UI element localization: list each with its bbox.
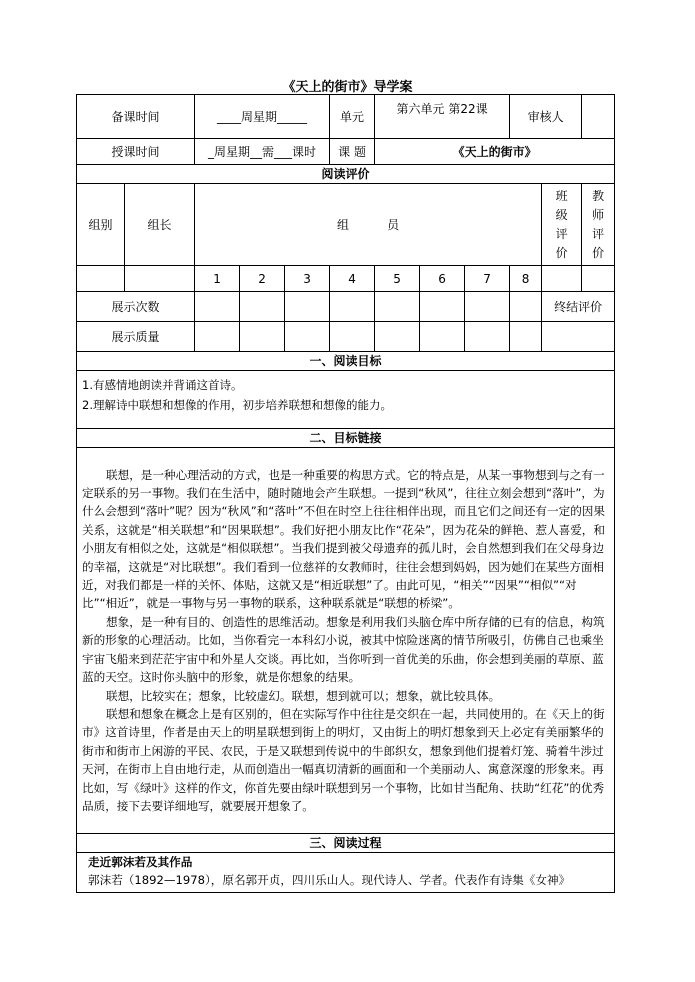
member-number: 8 (510, 266, 542, 292)
score-cell (285, 292, 330, 322)
group-label: 组别 (77, 184, 125, 266)
document-title: 《天上的街市》导学案 (282, 80, 413, 95)
score-cell (195, 322, 240, 352)
member-number: 1 (195, 266, 240, 292)
leader-label: 组长 (125, 184, 195, 266)
goal-item: 1.有感情地朗读并背诵这首诗。 (82, 378, 243, 392)
score-cell (465, 292, 510, 322)
process-subheading: 走近郭沫若及其作品 (88, 855, 193, 869)
members-label: 组 员 (195, 184, 542, 266)
score-cell (330, 292, 375, 322)
reviewer-value (582, 95, 615, 139)
score-cell (330, 322, 375, 352)
score-cell (195, 292, 240, 322)
score-cell (285, 322, 330, 352)
score-cell (375, 292, 420, 322)
score-cell (420, 322, 465, 352)
number-cell-empty (582, 266, 615, 292)
teach-time-value: _周星期__需___课时 (195, 139, 330, 165)
goal-item: 2.理解诗中联想和想像的作用，初步培养联想和想像的能力。 (82, 398, 392, 412)
links-section-title: 二、目标链接 (77, 429, 615, 448)
links-paragraph: 联想，比较实在；想象，比较虚幻。联想，想到就可以；想象，就比较具体。 (106, 688, 501, 703)
number-cell-empty (77, 266, 125, 292)
links-paragraph: 想象，是一种有目的、创造性的思维活动。想象是利用我们头脑仓库中所存储的已有的信息，构筑新的形象的心理活动。比如，当你看完一本科幻小说，被其中惊险迷离的情节所吸引，仿佛自己也乘坐宇宙飞船来到茫茫宇宙中和外星人交谈。再比如，当你听到一首优美的乐曲，你会想到美丽的草原、蓝蓝的天空。这时你头脑中的形象，就是你想象的结果。 (82, 614, 605, 685)
links-body (77, 448, 615, 834)
unit-value: 第六单元 第22课 (375, 95, 510, 139)
show-quality-label: 展示质量 (77, 322, 195, 352)
eval-section-title: 阅读评价 (77, 165, 615, 184)
score-cell (240, 322, 285, 352)
topic-value: 《天上的街市》 (375, 139, 615, 165)
goals-list (77, 371, 615, 429)
teach-time-label: 授课时间 (77, 139, 195, 165)
score-cell (510, 322, 542, 352)
lesson-plan-table (76, 94, 615, 893)
topic-label: 课 题 (330, 139, 375, 165)
process-section-title: 三、阅读过程 (77, 834, 615, 853)
number-cell-empty (125, 266, 195, 292)
member-number: 6 (420, 266, 465, 292)
member-number: 4 (330, 266, 375, 292)
links-paragraph: 联想和想象在概念上是有区别的，但在实际写作中往往是交织在一起，共同使用的。在《天上的街市》这首诗里，作者是由天上的明星联想到街上的明灯，又由街上的明灯想象到天上必定有美丽繁华的街市和街市上闲游的平民、农民，于是又联想到传说中的牛郎织女，想象到他们提着灯笼、骑着牛涉过天河，在街市上自由地行走，从而创造出一幅真切清新的画面和一个美丽动人、寓意深邃的形象来。再比如，写《绿叶》这样的作文，你首先要由绿叶联想到另一个事物，比如甘当配角、扶助“红花”的优秀品质，接下去要详细地写，就要展开想象了。 (82, 706, 605, 813)
process-intro: 郭沫若（1892—1978），原名郭开贞，四川乐山人。现代诗人、学者。代表作有诗集《女神》 (88, 873, 571, 887)
prep-time-label: 备课时间 (77, 95, 195, 139)
teacher-eval-text: 教师评价 (592, 188, 605, 260)
reviewer-label: 审核人 (510, 95, 582, 139)
score-cell (375, 322, 420, 352)
score-cell (420, 292, 465, 322)
member-number: 2 (240, 266, 285, 292)
show-count-label: 展示次数 (77, 292, 195, 322)
member-number: 7 (465, 266, 510, 292)
prep-time-value: ____周星期_____ (195, 95, 330, 139)
final-eval-label: 终结评价 (542, 292, 615, 322)
number-cell-empty (542, 266, 582, 292)
goals-section-title: 一、阅读目标 (77, 352, 615, 371)
class-eval-label (542, 184, 582, 266)
class-eval-text: 班级评价 (555, 188, 568, 260)
process-body (77, 853, 615, 893)
teacher-eval-label (582, 184, 615, 266)
member-number: 5 (375, 266, 420, 292)
unit-label: 单元 (330, 95, 375, 139)
score-cell (465, 322, 510, 352)
score-cell (510, 292, 542, 322)
score-cell (240, 292, 285, 322)
final-eval-value (542, 322, 615, 352)
links-paragraph: 联想，是一种心理活动的方式，也是一种重要的构思方式。它的特点是，从某一事物想到与之有一定联系的另一事物。我们在生活中，随时随地会产生联想。一提到“秋风”，往往立刻会想到“落叶”，为什么会想到“落叶”呢？因为“秋风”和“落叶”不但在时空上往往相伴出现，而且它们之间还有一定的因果关系，这就是“相关联想”和“因果联想”。我们好把小朋友比作“花朵”，因为花朵的鲜艳、惹人喜爱，和小朋友有相似之处，这就是“相似联想”。当我们提到被父母遗弃的孤儿时，会自然想到我们在父母身边的幸福，这就是“对比联想”。我们看到一位慈祥的女教师时，往往会想到妈妈，因为她们在某些方面相近，对我们都是一样的关怀、体贴，这就又是“相近联想”了。由此可见，“相关”“因果”“相似”“对比”“相近”，就是一事物与另一事物的联系，这种联系就是“联想的桥梁”。 (82, 467, 605, 611)
member-number: 3 (285, 266, 330, 292)
